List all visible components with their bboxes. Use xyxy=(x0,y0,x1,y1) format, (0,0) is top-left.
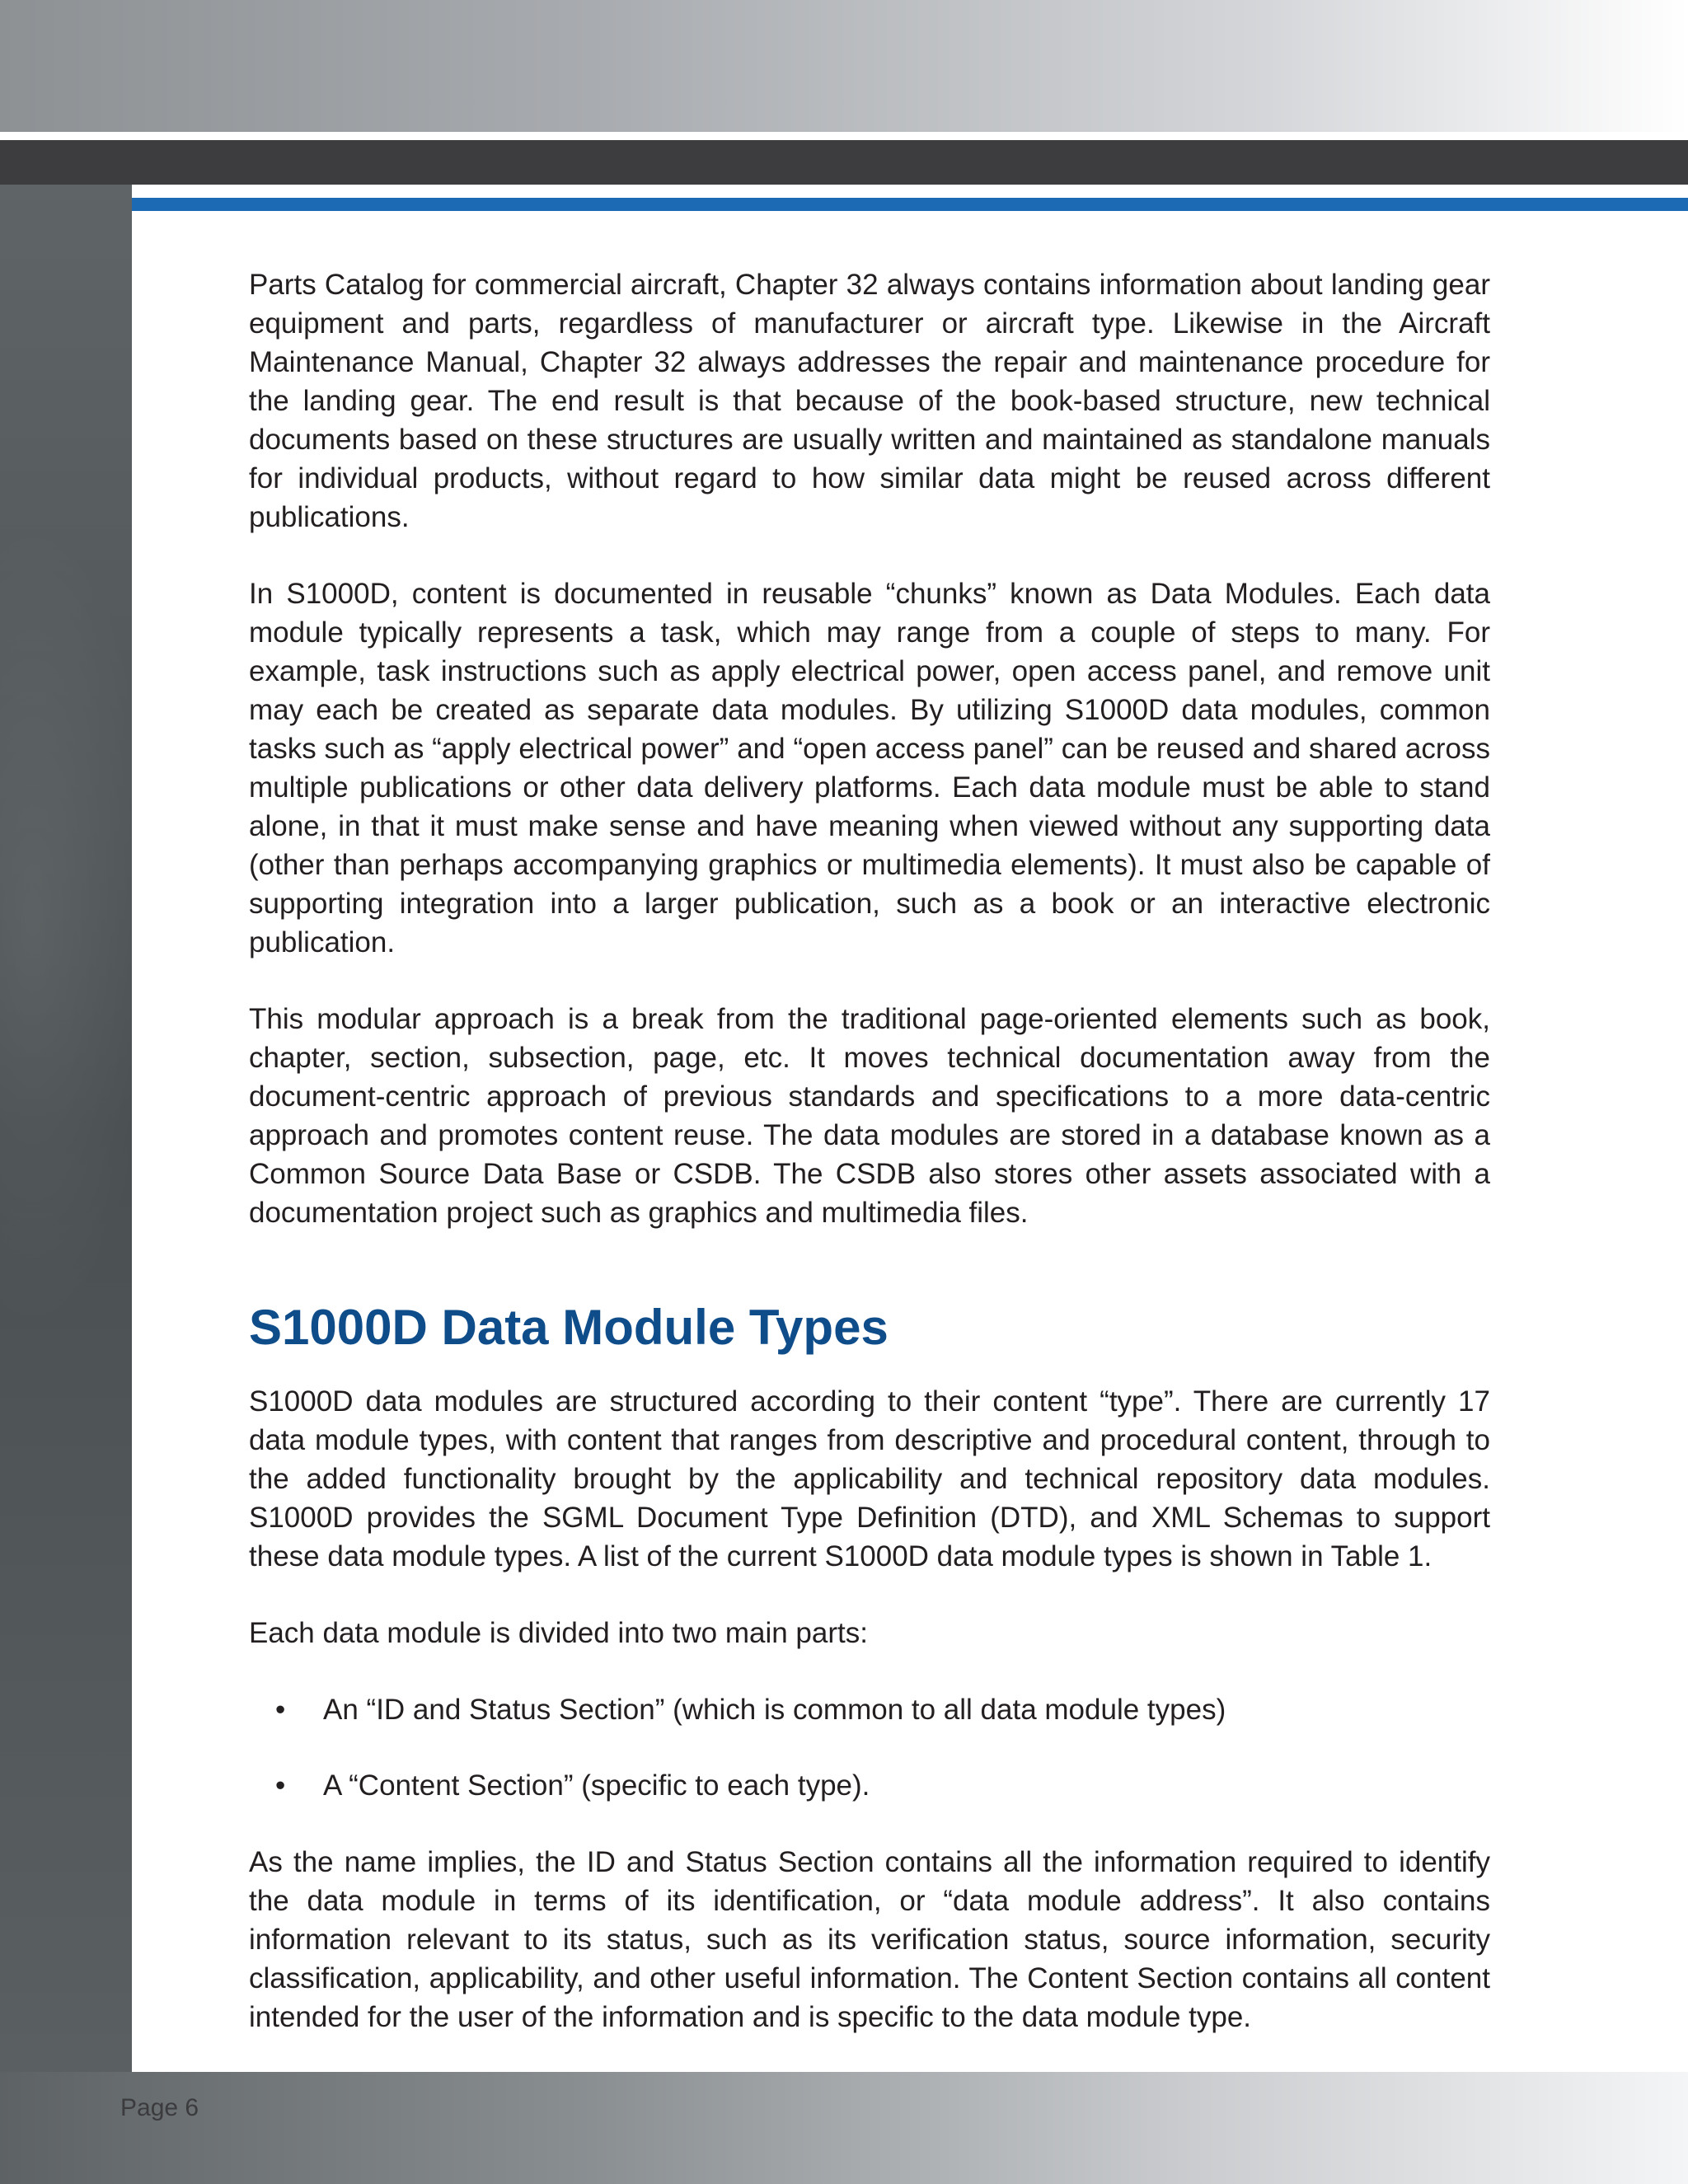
footer-gradient-band xyxy=(0,2072,1688,2184)
header-blue-rule xyxy=(0,198,1688,211)
section-paragraph-2: Each data module is divided into two main parts: xyxy=(249,1617,868,1649)
header-gradient-band xyxy=(0,0,1688,132)
section-paragraph-3: As the name implies, the ID and Status Section contains all the information required to identify the data module in terms of its identification, or “data module address”. It also contains information relevant to its status, such as its verification status, source information, security classification, applicability, and other useful information. The Content Section contains all content intended for the user of the information and is specific to the data module type. xyxy=(249,1846,1490,2033)
bullet-item xyxy=(249,1766,1490,1805)
bullet-text: A “Content Section” (specific to each type). xyxy=(323,1769,870,1802)
intro-paragraph-2: In S1000D, content is documented in reusable “chunks” known as Data Modules. Each data module typically represents a task, which may range from a couple of steps to many. For example, task instructions such as apply electrical power, open access panel, and remove unit may each be created as separate data modules. By utilizing S1000D data modules, common tasks such as “apply electrical power” and “open access panel” can be reused and shared across multiple publications or other data delivery platforms. Each data module must be able to stand alone, in that it must make sense and have meaning when viewed without any supporting data (other than perhaps accompanying graphics or multimedia elements). It must also be capable of supporting integration into a larger publication, such as a book or an interactive electronic publication. xyxy=(249,578,1490,958)
header-dark-stripe xyxy=(0,140,1688,185)
section-paragraph-1: S1000D data modules are structured according to their content “type”. There are currently 17 data module types, with content that ranges from descriptive and procedural content, through to the added functionality brought by the applicability and technical repository data modules. S1000D provides the SGML Document Type Definition (DTD), and XML Schemas to support these data module types. A list of the current S1000D data module types is shown in Table 1. xyxy=(249,1385,1490,1572)
page-number: Page 6 xyxy=(120,2094,199,2121)
bullet-item xyxy=(249,1690,1490,1729)
parts-bullet-list xyxy=(249,1690,1490,1805)
text-column xyxy=(249,265,1490,2074)
section-heading: S1000D Data Module Types xyxy=(249,1300,889,1355)
bullet-text: An “ID and Status Section” (which is common to all data module types) xyxy=(323,1694,1226,1726)
bullet-dot-icon: • xyxy=(275,1694,286,1726)
intro-paragraph-3: This modular approach is a break from the traditional page-oriented elements such as book, chapter, section, subsection, page, etc. It moves technical documentation away from the document-centric approach of previous standards and specifications to a more data-centric approach and promotes content reuse. The data modules are stored in a database known as a Common Source Data Base or CSDB. The CSDB also stores other assets associated with a documentation project such as graphics and multimedia files. xyxy=(249,1003,1490,1229)
intro-paragraph-1: Parts Catalog for commercial aircraft, Chapter 32 always contains information about landing gear equipment and parts, regardless of manufacturer or aircraft type. Likewise in the Aircraft Maintenance Manual, Chapter 32 always addresses the repair and maintenance procedure for the landing gear. The end result is that because of the book-based structure, new technical documents based on these structures are usually written and maintained as standalone manuals for individual products, without regard to how similar data might be reused across different publications. xyxy=(249,269,1490,533)
left-decorative-band xyxy=(0,185,132,2072)
bullet-dot-icon: • xyxy=(275,1769,286,1802)
page-content-area xyxy=(132,211,1688,2072)
